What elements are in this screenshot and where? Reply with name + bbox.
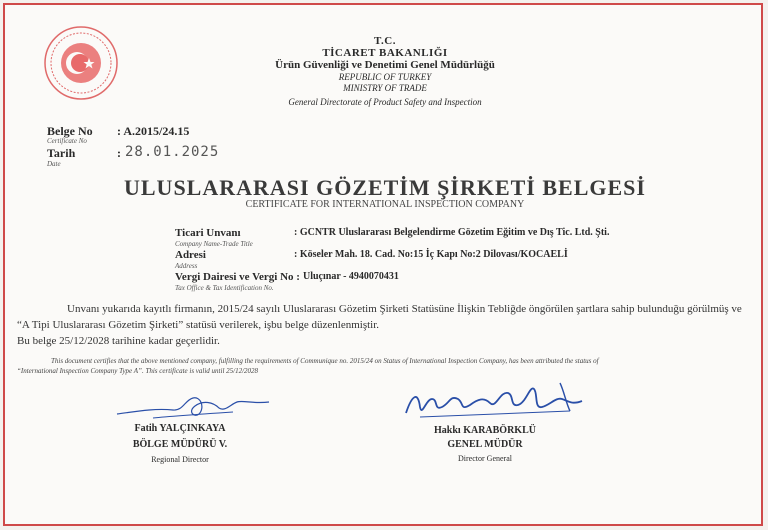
body-en-line1: This document certifies that the above mentioned company, fulfilling the requirements of Communique no. 2015/24 on Status of International Inspection Company, has been attributed the status of [51,357,599,365]
tax-value: Uluçınar - 4940070431 [303,271,399,282]
address-sublabel: Address [175,262,198,270]
header-directorate-en: General Directorate of Product Safety and Inspection [288,97,482,107]
left-signatory-title: BÖLGE MÜDÜRÜ V. [132,439,228,450]
address-value: : Köseler Mah. 18. Cad. No:15 İç Kapı No:2 Dilovası/KOCAELİ [294,249,568,260]
header-ministry-en: MINISTRY OF TRADE [343,83,427,93]
header-directorate-tr: Ürün Güvenliği ve Denetimi Genel Müdürlüğü [275,59,495,71]
right-signatory-name: Hakkı KARABÖRKLÜ [434,425,536,436]
certificate-no-label: Belge No [47,124,93,138]
left-signatory-title-en: Regional Director [151,455,209,464]
date-sublabel: Date [47,160,61,168]
body-tr-line1: Unvanı yukarıda kayıtlı firmanın, 2015/24 sayılı Uluslararası Gözetim Şirketi Statüsüne İlişkin Tebliğde öngörülen şartlara sahip bulunduğu görülmüş ve [67,303,742,315]
right-signatory-title: GENEL MÜDÜR [447,439,523,450]
certificate-no-sublabel: Certificate No [47,137,87,145]
date-label: Tarih [47,146,76,160]
left-signature-mark [113,390,273,424]
body-tr-line3: Bu belge 25/12/2028 tarihine kadar geçerlidir. [17,335,220,347]
tax-sublabel: Tax Office & Tax Identification No. [175,284,274,292]
company-value: : GCNTR Uluslararası Belgelendirme Gözetim Eğitim ve Dış Tic. Ltd. Şti. [294,227,610,238]
certificate-no-value: : A.2015/24.15 [117,124,190,138]
address-label: Adresi [175,249,206,261]
body-en-line2: “International Inspection Company Type A”. This certificate is valid until 25/12/2028 [17,367,259,375]
right-signature-mark [400,377,590,425]
date-colon: : [117,146,121,160]
date-value: 28.01.2025 [125,144,220,160]
header-tc: T.C. [374,35,396,47]
certificate-page [3,3,763,526]
header-ministry-tr: TİCARET BAKANLIĞI [322,47,448,59]
header-republic-en: REPUBLIC OF TURKEY [338,72,432,82]
company-label: Ticari Unvanı [175,227,241,239]
certificate-subtitle: CERTIFICATE FOR INTERNATIONAL INSPECTION COMPANY [245,199,525,210]
certificate-title: ULUSLARARASI GÖZETİM ŞİRKETİ BELGESİ [124,175,646,200]
tax-label: Vergi Dairesi ve Vergi No : [175,271,300,283]
body-tr-line2: “A Tipi Uluslararası Gözetim Şirketi” statüsü verilerek, işbu belge düzenlenmiştir. [17,319,380,331]
left-signatory-name: Fatih YALÇINKAYA [134,423,226,434]
company-sublabel: Company Name-Trade Title [175,240,253,248]
right-signatory-title-en: Director General [458,454,512,463]
